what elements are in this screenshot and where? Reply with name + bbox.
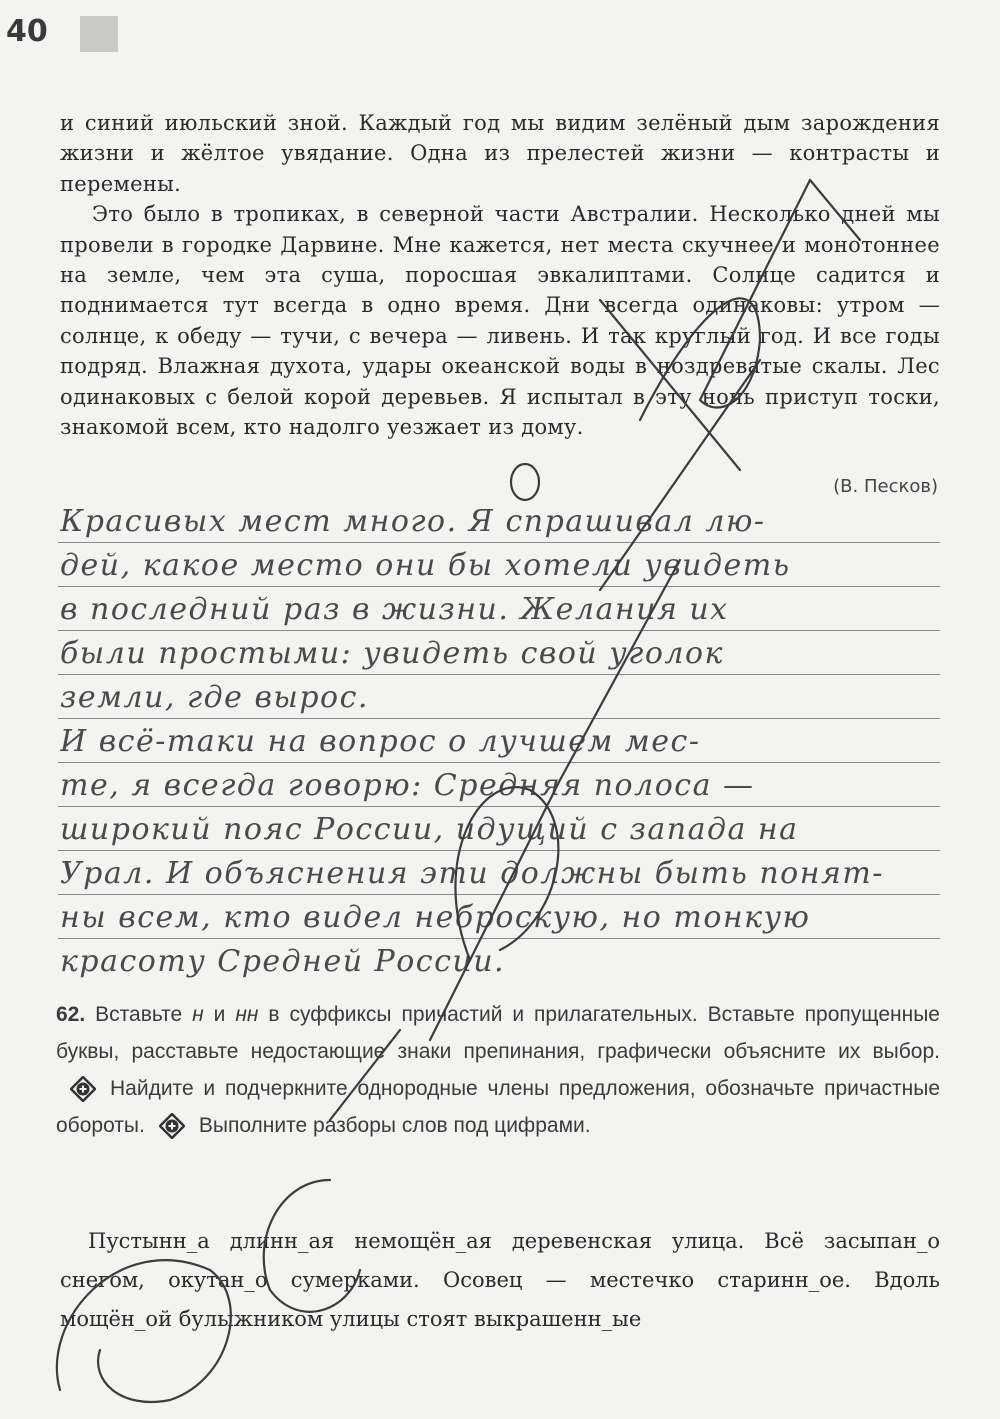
- handwritten-line: красоту Средней России.: [60, 944, 506, 979]
- plus-diamond-icon: [70, 1076, 96, 1102]
- reading-source: (В. Песков): [833, 476, 938, 497]
- handwritten-line: в последний раз в жизни. Желания их: [60, 592, 729, 627]
- ruled-line: [58, 674, 940, 675]
- handwritten-line: И всё-таки на вопрос о лучшем мес-: [60, 724, 701, 759]
- reading-paragraph-1: и синий июльский зной. Каждый год мы видим зелёный дым зарождения жизни и жёлтое увядание. Одна из прелестей жизни — контрасты и перемены.: [60, 111, 940, 196]
- handwritten-line: те, я всегда говорю: Средняя полоса —: [60, 768, 755, 803]
- handwritten-line: ны всем, кто видел неброскую, но тонкую: [60, 900, 811, 935]
- ruled-line: [58, 938, 940, 939]
- ruled-line: [58, 850, 940, 851]
- ruled-line: [58, 762, 940, 763]
- handwritten-line: Красивых мест много. Я спрашивал лю-: [60, 504, 766, 539]
- handwritten-line: были простыми: увидеть свой уголок: [60, 636, 724, 671]
- ruled-line: [58, 894, 940, 895]
- handwritten-line: земли, где вырос.: [60, 680, 369, 715]
- page-number: 40: [6, 14, 48, 49]
- ruled-line: [58, 630, 940, 631]
- plus-diamond-icon: [159, 1113, 185, 1139]
- task-instructions: 62. Вставьте н и нн в суффиксы причастий и прилагательных. Вставьте пропущенные буквы, расставьте недостающие знаки препинания, графически объясните их выбор.Найдите и подчеркните однородные члены предложения, обозначьте причастные обороты. Выполните разборы слов под цифрами.: [56, 996, 940, 1144]
- stamp-stroke: [511, 464, 539, 500]
- ruled-line: [58, 806, 940, 807]
- ruled-line: [58, 542, 940, 543]
- reading-paragraph-2: Это было в тропиках, в северной части Австралии. Несколько дней мы провели в городке Дарвине. Мне кажется, нет места скучнее и монотоннее на земле, чем эта суша, поросшая эвкалиптами. Солнце садится и поднимается тут всегда в одно время. Дни всегда одинаковы: утром — солнце, к обеду — тучи, с вечера — ливень. И так круглый год. И все годы подряд. Влажная духота, удары океанской воды в ноздреватые скалы. Лес одинаковых с белой корой деревьев. Я испытал в эту ночь приступ тоски, знакомой всем, кто надолго уезжает из дому.: [60, 202, 940, 440]
- handwriting-area: [58, 500, 940, 980]
- reading-text: [60, 108, 940, 442]
- task-number: 62.: [56, 1003, 86, 1026]
- handwritten-line: широкий пояс России, идущий с запада на: [60, 812, 799, 847]
- ruled-line: [58, 718, 940, 719]
- handwritten-line: дей, какое место они бы хотели увидеть: [60, 548, 791, 583]
- exercise-text: Пустынн_а длинн_ая немощён_ая деревенская улица. Всё засыпан_о снегом, окутан_о сумерками. Осовец — местечко старинн_ое. Вдоль мощён_ой булыжником улицы стоят выкрашенн_ые: [60, 1229, 940, 1331]
- ruled-line: [58, 586, 940, 587]
- handwritten-line: Урал. И объяснения эти должны быть понят-: [60, 856, 884, 891]
- corner-marker: [80, 16, 118, 52]
